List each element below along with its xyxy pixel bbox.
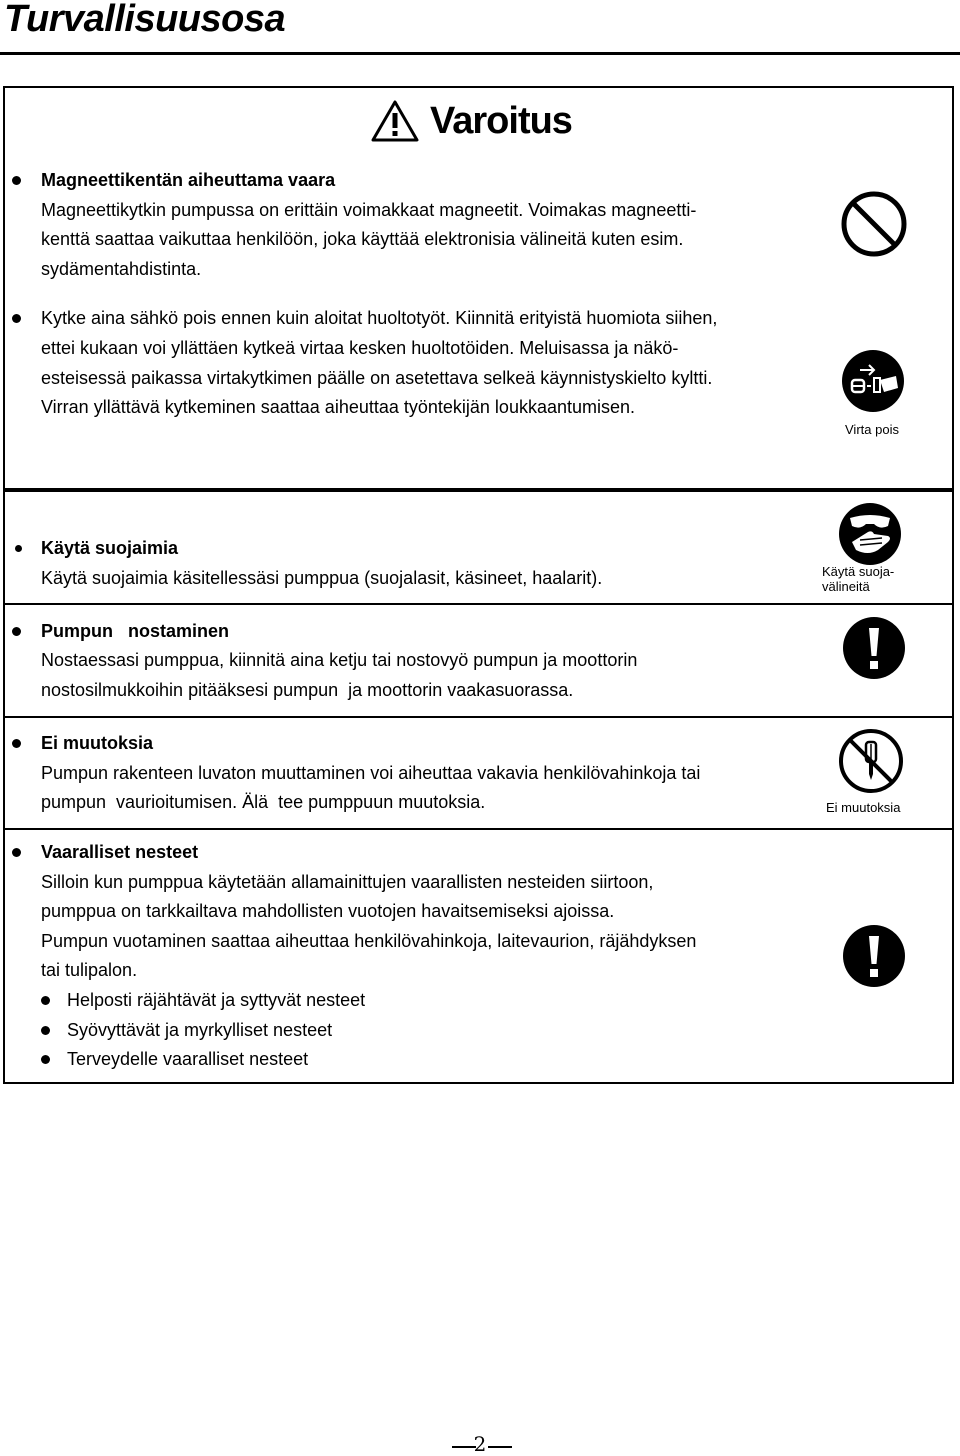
hazardous-sub-item: Helposti räjähtävät ja syttyvät nesteet	[67, 990, 366, 1010]
section-title-no-modifications: Ei muutoksia	[41, 733, 154, 753]
no-modifications-line: pumpun vaurioitumisen. Älä tee pumppuun muutoksia.	[41, 792, 486, 812]
icon-caption-no-modifications: Ei muutoksia	[826, 800, 901, 815]
lifting-line: nostosilmukkoihin pitääksesi pumpun ja moottorin vaakasuorassa.	[41, 680, 574, 700]
section-title-hazardous: Vaaralliset nesteet	[41, 842, 199, 862]
icon-caption-power-off: Virta pois	[845, 422, 899, 437]
section-title-lifting: Pumpun nostaminen	[41, 621, 230, 641]
no-modification-icon	[838, 728, 904, 794]
bullet	[12, 848, 21, 857]
bullet	[12, 314, 21, 323]
warning-label: Varoitus	[430, 99, 572, 142]
hazardous-sub-item: Terveydelle vaaralliset nesteet	[67, 1049, 309, 1069]
bullet	[41, 996, 50, 1005]
power-off-line: esteisessä paikassa virtakytkimen päälle on asetettava selkeä käynnistyskielto kyltti.	[41, 368, 713, 388]
bullet	[12, 176, 21, 185]
section-divider	[3, 716, 954, 718]
section-title-protective: Käytä suojaimia	[41, 538, 179, 558]
title-divider	[0, 52, 960, 55]
warning-box	[3, 86, 954, 490]
page-number-dash-right	[488, 1446, 512, 1448]
hazardous-line: pumppua on tarkkailtava mahdollisten vuotojen havaitsemiseksi ajoissa.	[41, 901, 615, 921]
bullet	[12, 627, 21, 636]
warning-header	[370, 97, 572, 145]
bullet	[15, 545, 22, 552]
exclamation-icon	[842, 924, 906, 988]
power-off-line: Virran yllättävä kytkeminen saattaa aiheuttaa työntekijän loukkaantumisen.	[41, 397, 636, 417]
section-title-magnetic: Magneettikentän aiheuttama vaara	[41, 170, 336, 190]
lifting-line: Nostaessasi pumppua, kiinnitä aina ketju tai nostovyö pumpun ja moottorin	[41, 650, 638, 670]
protective-line: Käytä suojaimia käsitellessäsi pumppua (suojalasit, käsineet, haalarit).	[41, 568, 603, 588]
hazardous-line: Silloin kun pumppua käytetään allamainittujen vaarallisten nesteiden siirtoon,	[41, 872, 654, 892]
icon-caption-protective-2: välineitä	[822, 579, 870, 594]
bullet	[12, 739, 21, 748]
exclamation-icon	[842, 616, 906, 680]
unplug-icon	[840, 348, 906, 414]
prohibited-icon	[840, 190, 908, 258]
hazardous-sub-item: Syövyttävät ja myrkylliset nesteet	[67, 1020, 333, 1040]
bullet	[41, 1055, 50, 1064]
magnetic-line: Magneettikytkin pumpussa on erittäin voimakkaat magneetit. Voimakas magneetti-	[41, 200, 697, 220]
no-modifications-line: Pumpun rakenteen luvaton muuttaminen voi aiheuttaa vakavia henkilövahinkoja tai	[41, 763, 701, 783]
section-divider	[3, 603, 954, 605]
hazardous-line: tai tulipalon.	[41, 960, 138, 980]
page-number: 2	[473, 1432, 487, 1456]
protective-gear-icon	[838, 502, 902, 566]
power-off-line: ettei kukaan voi yllättäen kytkeä virtaa kesken huoltotöiden. Meluisassa ja näkö-	[41, 338, 679, 358]
page-title: Turvallisuusosa	[4, 0, 286, 40]
magnetic-line: sydämentahdistinta.	[41, 259, 202, 279]
magnetic-line: kenttä saattaa vaikuttaa henkilöön, joka käyttää elektronisia välineitä kuten esim.	[41, 229, 684, 249]
section-divider	[3, 828, 954, 830]
hazardous-line: Pumpun vuotaminen saattaa aiheuttaa henkilövahinkoja, laitevaurion, räjähdyksen	[41, 931, 697, 951]
icon-caption-protective-1: Käytä suoja-	[822, 564, 895, 579]
bullet	[41, 1026, 50, 1035]
warning-triangle-icon	[370, 99, 420, 143]
power-off-line: Kytke aina sähkö pois ennen kuin aloitat huoltotyöt. Kiinnitä erityistä huomiota siihen,	[41, 308, 718, 328]
